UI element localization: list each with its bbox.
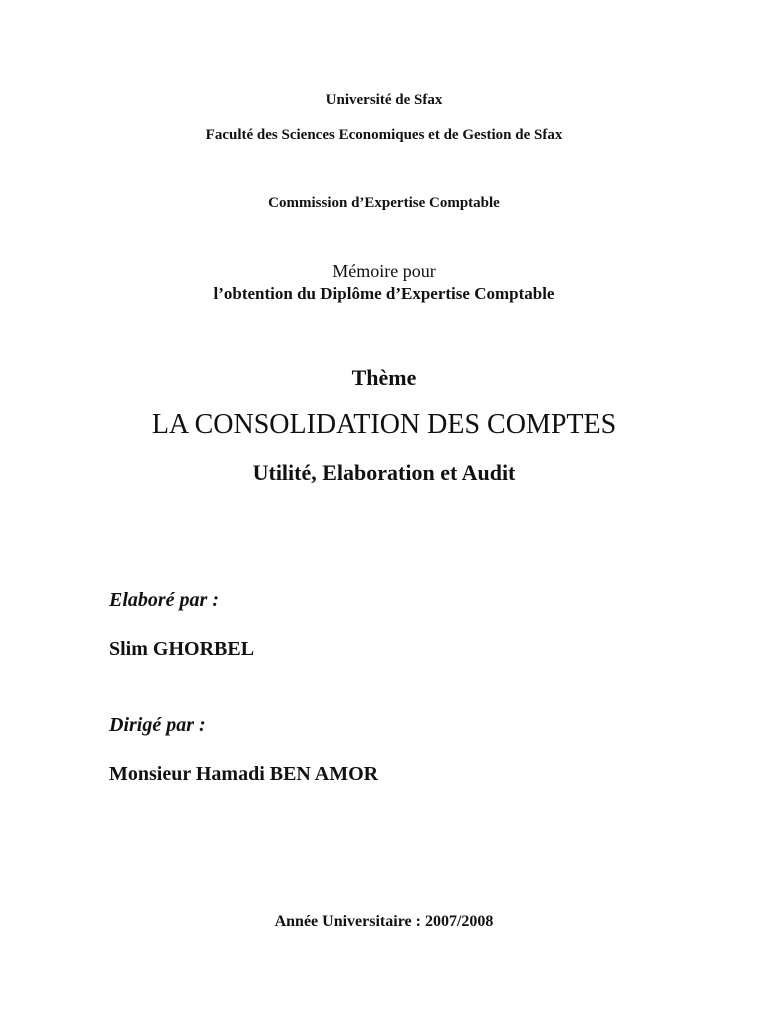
memoire-line-2: l’obtention du Diplôme d’Expertise Comptable xyxy=(213,284,555,303)
university-name: Université de Sfax xyxy=(325,92,443,108)
theme-label: Thème xyxy=(351,365,417,390)
director-name: Monsieur Hamadi BEN AMOR xyxy=(109,763,379,785)
thesis-title: LA CONSOLIDATION DES COMPTES xyxy=(151,409,617,440)
academic-year: Année Universitaire : 2007/2008 xyxy=(274,913,494,930)
author-label: Elaboré par : xyxy=(109,589,219,611)
commission-name: Commission d’Expertise Comptable xyxy=(268,195,500,211)
thesis-subtitle: Utilité, Elaboration et Audit xyxy=(252,460,516,485)
memoire-line-1: Mémoire pour xyxy=(332,261,436,281)
author-name: Slim GHORBEL xyxy=(109,638,255,660)
faculty-name: Faculté des Sciences Economiques et de Gestion de Sfax xyxy=(205,127,563,143)
director-label: Dirigé par : xyxy=(109,714,206,736)
